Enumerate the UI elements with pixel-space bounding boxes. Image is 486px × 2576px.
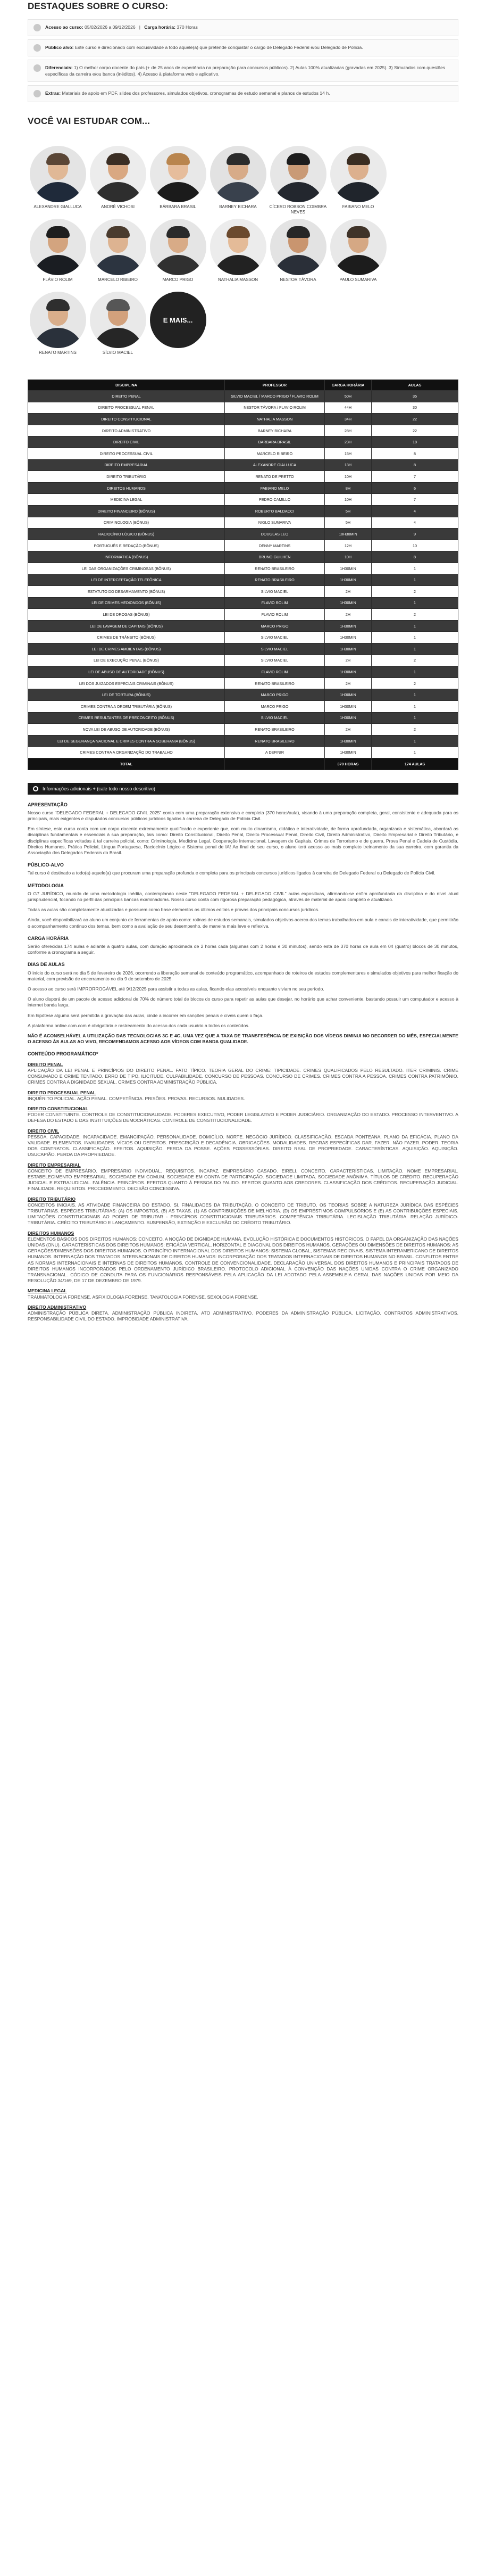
table-cell: DIREITOS HUMANOS bbox=[28, 482, 225, 494]
highlight-label: Acesso ao curso: bbox=[45, 24, 83, 30]
subject-topics: ADMINISTRAÇÃO PÚBLICA DIRETA. ADMINISTRAÇÃO PÚBLICA INDIRETA. ATO ADMINISTRATIVO. PODERES DA ADMINISTRAÇÃO PÚBLICA. LICITAÇÃO. CONTRATOS ADMINISTRATIVOS. RESPONSABILIDADE CIVIL DO ESTADO. IMPROBIDADE ADMINISTRATIVA. bbox=[28, 1310, 458, 1322]
table-row bbox=[28, 402, 458, 414]
table-cell: 1H30MIN bbox=[325, 632, 372, 643]
highlight-text: Materiais de apoio em PDF, slides dos professores, simulados objetivos, cronogramas de estudo semanal e planos de estudos 14 h. bbox=[62, 90, 330, 96]
teacher-name: NATHALIA MASSON bbox=[218, 277, 258, 282]
table-cell: 7 bbox=[372, 494, 458, 506]
calendar-icon bbox=[33, 24, 41, 31]
table-cell: 2H bbox=[325, 609, 372, 621]
teacher-card bbox=[328, 219, 388, 285]
table-cell: CRIMES CONTRA A ORGANIZAÇÃO DO TRABALHO bbox=[28, 747, 225, 758]
highlight-differentials bbox=[28, 60, 458, 82]
table-row bbox=[28, 724, 458, 736]
table-cell: LEI DE SEGURANÇA NACIONAL E CRIMES CONTRA A SOBERANIA (BÔNUS) bbox=[28, 735, 225, 747]
subject-title: DIREITOS HUMANOS bbox=[28, 1230, 74, 1236]
table-cell: 1 bbox=[372, 666, 458, 678]
teacher-name: ANDRÉ VICHOSI bbox=[100, 204, 135, 209]
additional-info-bar[interactable] bbox=[28, 783, 458, 795]
table-cell: LEI DE TORTURA (BÔNUS) bbox=[28, 689, 225, 701]
table-cell: 4 bbox=[372, 517, 458, 529]
subject-topics: ELEMENTOS BÁSICOS DOS DIREITOS HUMANOS: CONCEITO. A NOÇÃO DE DIGNIDADE HUMANA. EVOLUÇÃO HISTÓRICA E DOCUMENTOS HISTÓRICOS. O PAPEL DA ORGANIZAÇÃO DAS NAÇÕES UNIDAS (ONU). CARACTERÍSTICAS DOS DIREITOS HUMANOS: EFICÁCIA VERTICAL, HORIZONTAL E DIAGONAL DOS DIREITOS HUMANOS. GERAÇÕES OU DIMENSÕES DE DIREITOS HUMANOS: AS GERAÇÕES/DIMENSÕES DOS DIREITOS HUMANOS. O PRINCÍPIO INTERNACIONAL DOS DIREITOS HUMANOS: SISTEMA GLOBAL, SISTEMAS REGIONAIS. SISTEMA INTERAMERICANO DE DIREITOS HUMANOS. INTERNAÇÃO DOS TRATADOS INTERNACIONAIS DE DIREITOS HUMANOS: INCORPORAÇÃO DOS TRATADOS INTERNACIONAIS DE DIREITOS HUMANOS NO BRASIL. CONFLITOS ENTRE AS NORMAS INTERNACIONAIS E INTERNAS DE DIREITOS HUMANOS. CONTROLE DE CONVENCIONALIDADE. DECLARAÇÃO UNIVERSAL DOS DIREITOS HUMANOS E PRINCIPAIS TRATADOS DE DIREITOS HUMANOS INCORPORADOS PELO ORDENAMENTO JURÍDICO BRASILEIRO. PROTOCOLO ADICIONAL À CONVENÇÃO DAS NAÇÕES UNIDAS CONTRA O CRIME ORGANIZADO TRANSNACIONAL. CÓDIGO DE CONDUTA PARA OS FUNCIONÁRIOS RESPONSÁVEIS PELA APLICAÇÃO DA LEI ADOTADO PELA ASSEMBLEIA GERAL DAS NAÇÕES UNIDAS POR MEIO DA RESOLUÇÃO 34/169, DE 17 DE DEZEMBRO DE 1979. bbox=[28, 1236, 458, 1284]
avatar bbox=[30, 292, 86, 348]
table-row bbox=[28, 632, 458, 643]
table-cell: NATHALIA MASSON bbox=[225, 414, 325, 425]
table-row bbox=[28, 701, 458, 713]
subject-title: DIREITO ADMINISTRATIVO bbox=[28, 1304, 87, 1310]
table-row bbox=[28, 689, 458, 701]
table-row bbox=[28, 678, 458, 689]
teacher-card bbox=[268, 146, 328, 212]
teacher-card bbox=[208, 146, 268, 212]
table-cell: 1 bbox=[372, 620, 458, 632]
avatar bbox=[90, 146, 146, 202]
table-cell: FLAVIO ROLIM bbox=[225, 666, 325, 678]
table-cell: DIREITO PENAL bbox=[28, 391, 225, 402]
table-cell: 44H bbox=[325, 402, 372, 414]
table-cell: 10H bbox=[325, 471, 372, 483]
teacher-name: CÍCERO ROBSON COIMBRA NEVES bbox=[269, 204, 327, 214]
table-cell: 10H bbox=[325, 551, 372, 563]
section-heading: DIAS DE AULAS bbox=[28, 962, 65, 968]
subject-topics: APLICAÇÃO DA LEI PENAL E PRINCÍPIOS DO DIREITO PENAL. FATO TÍPICO. TEORIA GERAL DO CRIME: TIPICIDADE. CRIMES QUALIFICADOS PELO RESULTADO. ITER CRIMINIS. CRIME CONSUMADO E CRIME TENTADO. ERRO DE TIPO. ILICITUDE. CULPABILIDADE. CONCURSO DE PESSOAS. CONCURSO DE CRIMES. CRIMES CONTRA A PESSOA. CRIMES CONTRA PATRIMÔNIO. CRIMES CONTRA A DIGNIDADE SEXUAL. CRIMES CONTRA ADMINISTRAÇÃO PÚBLICA. bbox=[28, 1067, 458, 1085]
table-cell: 1 bbox=[372, 747, 458, 758]
table-cell: 22 bbox=[372, 425, 458, 436]
teacher-card bbox=[148, 146, 208, 212]
teacher-card bbox=[88, 292, 148, 358]
column-header: PROFESSOR bbox=[225, 380, 325, 391]
table-cell: ALEXANDRE GIALLUCA bbox=[225, 459, 325, 471]
table-cell: LEI DOS JUIZADOS ESPECIAIS CRIMINAIS (BÔNUS) bbox=[28, 678, 225, 689]
table-cell: DIREITO PROCESSUAL PENAL bbox=[28, 402, 225, 414]
table-cell: 6 bbox=[372, 482, 458, 494]
avatar bbox=[330, 219, 387, 275]
table-cell: RENATO BRASILEIRO bbox=[225, 563, 325, 574]
section-heading: METODOLOGIA bbox=[28, 882, 64, 888]
highlights-list bbox=[28, 19, 458, 102]
table-cell: MARCO PRIGO bbox=[225, 701, 325, 713]
paragraph: O acesso ao curso será IMPRORROGÁVEL até 9/12/2025 para assistir a todas as aulas, ficando elas acessíveis enquanto viviam no seu período. bbox=[28, 986, 324, 992]
table-cell: DOUGLAS LEO bbox=[225, 529, 325, 540]
table-row bbox=[28, 471, 458, 483]
paragraph: Ainda, você disponibilizará ao aluno um conjunto de ferramentas de apoio como: rotinas de estudos semanais, simulados objetivos acerca dos temas trabalhados em aula e canais de interatividade, que permitirão o acompanhamento contínuo dos temas, bem como a avaliação de seu desempenho, de maneira mais leve e reflexiva. bbox=[28, 917, 458, 929]
table-cell: MARCO PRIGO bbox=[225, 620, 325, 632]
table-row bbox=[28, 505, 458, 517]
table-cell: NESTOR TÁVORA / FLAVIO ROLIM bbox=[225, 402, 325, 414]
table-row bbox=[28, 666, 458, 678]
table-cell: NOVA LEI DE ABUSO DE AUTORIDADE (BÔNUS) bbox=[28, 724, 225, 736]
table-cell: PORTUGUÊS E REDAÇÃO (BÔNUS) bbox=[28, 540, 225, 551]
avatar bbox=[210, 146, 266, 202]
highlight-audience bbox=[28, 39, 458, 56]
star-icon bbox=[33, 64, 41, 72]
teacher-card bbox=[28, 219, 88, 285]
table-row bbox=[28, 586, 458, 598]
table-cell: LEI DE CRIMES HEDIONDOS (BÔNUS) bbox=[28, 597, 225, 609]
subject-title: DIREITO TRIBUTÁRIO bbox=[28, 1196, 76, 1202]
table-cell: 2 bbox=[372, 655, 458, 666]
course-description bbox=[28, 802, 458, 1323]
teacher-name: FABIANO MELO bbox=[342, 204, 374, 209]
subject-title: DIREITO PENAL bbox=[28, 1061, 63, 1067]
table-cell: LEI DE CRIMES AMBIENTAIS (BÔNUS) bbox=[28, 643, 225, 655]
table-cell: FLAVIO ROLIM bbox=[225, 609, 325, 621]
teacher-card bbox=[88, 219, 148, 285]
page-title: DESTAQUES SOBRE O CURSO: bbox=[28, 1, 169, 11]
teacher-name: NESTOR TÁVORA bbox=[280, 277, 316, 282]
table-cell: DIREITO ADMINISTRATIVO bbox=[28, 425, 225, 436]
avatar bbox=[90, 292, 146, 348]
avatar bbox=[150, 219, 206, 275]
table-cell: 1H30MIN bbox=[325, 735, 372, 747]
table-cell: INFORMÁTICA (BÔNUS) bbox=[28, 551, 225, 563]
paragraph: O G7 JURÍDICO, munido de uma metodologia inédita, contemplando neste "DELEGADO FEDERAL + DELEGADO CIVIL" aulas expositivas, afirmando-se enfim aprofundada da disciplina e do nível atual jurisprudencial, focando no perfil das principais bancas examinadoras. Nosso curso conta com rigorosa preparação pedagógica, através de material de apoio completo e atualizado. bbox=[28, 890, 458, 903]
table-row bbox=[28, 574, 458, 586]
paragraph: O início do curso será no dia 5 de fevereiro de 2026, ocorrendo a liberação semanal de conteúdo programático, acompanhado de roteiros de estudos complementares e simulados objetivos para melhor fixação do material, com previsão de encerramento no dia 9 de setembro de 2025. bbox=[28, 970, 458, 981]
table-cell: FABIANO MELO bbox=[225, 482, 325, 494]
avatar bbox=[270, 146, 326, 202]
table-cell: 2H bbox=[325, 655, 372, 666]
table-cell: LEI DE LAVAGEM DE CAPITAIS (BÔNUS) bbox=[28, 620, 225, 632]
table-cell: 1H30MIN bbox=[325, 701, 372, 713]
paragraph: Em hipótese alguma será permitida a gravação das aulas, cinde a incorrer em sanções penais e cíveis quem o faça. bbox=[28, 1012, 264, 1018]
table-cell: 1H30MIN bbox=[325, 643, 372, 655]
subject-topics: PESSOA. CAPACIDADE. INCAPACIDADE. EMANCIPAÇÃO. PERSONALIDADE. DOMICÍLIO. NORTE. NEGÓCIO JURÍDICO. CLASSIFICAÇÃO. ESCADA PONTEANA. PLANO DA EFICÁCIA. PLANO DA VALIDADE. ELEMENTOS. INVALIDADES. VÍCIOS OU DEFEITOS. PRESCRIÇÃO E DECADÊNCIA. OBRIGAÇÕES. MODALIDADES. REGRAS ESPECÍFICAS DAR. FAZER. NÃO FAZER. PODER. TEORIA DOS CONTRATOS. CLASSIFICAÇÃO. EFEITOS. AQUISIÇÃO. PERDA DA POSSE. AÇÕES POSSESSÓRIAS. DIREITO REAL DE PROPRIEDADE. CARACTERÍSTICAS. AQUISIÇÃO. AQUISIÇÃO. USUCAPIÃO. PERDA DA PROPRIEDADE. bbox=[28, 1134, 458, 1158]
table-cell: 8 bbox=[372, 551, 458, 563]
subject-topics: INQUÉRITO POLICIAL. AÇÃO PENAL. COMPETÊNCIA. PRISÕES. PROVAS. RECURSOS. NULIDADES. bbox=[28, 1095, 245, 1101]
table-cell: 18 bbox=[372, 436, 458, 448]
table-cell: ESTATUTO DO DESARMAMENTO (BÔNUS) bbox=[28, 586, 225, 598]
highlight-text: 05/02/2026 a 09/12/2026 bbox=[85, 24, 136, 30]
table-cell: 2 bbox=[372, 678, 458, 689]
table-cell: 1H30MIN bbox=[325, 597, 372, 609]
table-row bbox=[28, 735, 458, 747]
table-row bbox=[28, 655, 458, 666]
grid-spacer bbox=[388, 219, 448, 285]
table-cell: BARNEY BICHARA bbox=[225, 425, 325, 436]
table-cell: 1H30MIN bbox=[325, 689, 372, 701]
paragraph: A plataforma online.com.com é obrigatória e rastreamento do acesso dos cada usuário a todos os conteúdos. bbox=[28, 1022, 250, 1028]
table-cell: SILVIO MACIEL bbox=[225, 712, 325, 724]
avatar bbox=[210, 219, 266, 275]
table-cell: SILVIO MACIEL bbox=[225, 643, 325, 655]
table-cell: 1H30MIN bbox=[325, 747, 372, 758]
table-cell: 1 bbox=[372, 701, 458, 713]
highlight-text: 1) O melhor corpo docente do país (+ de 25 anos de experiência na preparação para concursos públicos). 2) Aulas 100% atualizadas (gravadas em 2025). 3) Simulados com questões específicas da carreira e/ou banca (inéditos). 4) Acesso à plataforma web e aplicativo. bbox=[45, 65, 446, 77]
paragraph: Em síntese, este curso conta com um corpo docente extremamente qualificado e experiente que, com muito dinamismo, didática e interatividade, de forma aprofundada, organizada e sistemática, abordará as disciplinas fundamentais e essenciais à sua preparação, tais como: Direito Constitucional, Direito Penal, Direito Processual Penal, Direito Civil, Direito Administrativo, Direito Empresarial e Direito Tributário, e disciplinas específicas voltadas à tal carreira policial, como: Criminologia, Medicina Legal, Cooperação Internacional, Lavagem de Capitais, Crimes de Terrorismo e de guerra, Prova Penal e Cadeia de Custódia, Direitos Humanos, Prática Policial, Língua Portuguesa, Raciocínio Lógico e Sistema penal de IA! Ao final do seu curso, o aluno terá acesso ao mais completo treinamento da sua carreira, com garantia da Associação dos Delegados Federais do Brasil. bbox=[28, 826, 458, 856]
highlight-access: Acesso ao curso: 05/02/2026 a 09/12/2026 | Carga horária: 370 Horas bbox=[28, 19, 458, 36]
table-cell: DIREITO CIVIL bbox=[28, 436, 225, 448]
paragraph: O aluno disporá de um pacote de acesso adicional de 70% do número total de blocos do curso para repetir as aulas que desejar, no horário que achar conveniente, bastando possuir um computador e acesso à internet banda larga. bbox=[28, 996, 458, 1008]
disciplines-table-wrap bbox=[28, 379, 458, 770]
table-cell: CRIMES DE TRÂNSITO (BÔNUS) bbox=[28, 632, 225, 643]
table-cell: LEI DE INTERCEPTAÇÃO TELEFÔNICA bbox=[28, 574, 225, 586]
table-cell: SILVIO MACIEL bbox=[225, 655, 325, 666]
table-cell: BARBARA BRASIL bbox=[225, 436, 325, 448]
table-cell: 9 bbox=[372, 529, 458, 540]
table-row bbox=[28, 712, 458, 724]
table-cell: 5H bbox=[325, 517, 372, 529]
subject-topics: CONCEITO DE EMPRESÁRIO. EMPRESÁRIO INDIVIDUAL. REQUISITOS. INCAPAZ. EMPRESÁRIO CASADO. EIRELI. CONCEITO. CARACTERÍSTICAS. LIMITAÇÃO. NOME EMPRESARIAL. ESTABELECIMENTO EMPRESARIAL. SOCIEDADE EM COMUM. SOCIEDADE EM CONTA DE PARTICIPAÇÃO. SOCIEDADE LIMITADA. SOCIEDADE ANÔNIMA. TÍTULOS DE CRÉDITO. RECUPERAÇÃO JUDICIAL E EXTRAJUDICIAL. FALÊNCIA. PRINCÍPIOS. EFEITOS QUANTO À PESSOA DO FALIDO. EFEITOS QUANTO AOS CREDORES. CLASSIFICAÇÃO DOS CRÉDITOS. RECUPERAÇÃO JUDICIAL. FINALIDADE. REQUISITOS. PROCEDIMENTO. DECISÃO CONCESSIVA. bbox=[28, 1168, 458, 1192]
table-cell: 34H bbox=[325, 414, 372, 425]
table-cell: RENATO BRASILEIRO bbox=[225, 724, 325, 736]
table-row bbox=[28, 643, 458, 655]
section-heading: APRESENTAÇÃO bbox=[28, 802, 68, 807]
subject-topics: PODER CONSTITUINTE. CONTROLE DE CONSTITUCIONALIDADE. PODERES EXECUTIVO, PODER LEGISLATIVO E PODER JUDICIÁRIO. ORGANIZAÇÃO DO ESTADO. PROCESSO INTERVENTIVO. A DEFESA DO ESTADO E DAS INSTITUIÇÕES DEMOCRÁTICAS. CONTROLE DE CONSTITUCIONALIDADE. bbox=[28, 1112, 458, 1124]
table-cell: 1 bbox=[372, 563, 458, 574]
table-cell: LEI DE ABUSO DE AUTORIDADE (BÔNUS) bbox=[28, 666, 225, 678]
table-row bbox=[28, 517, 458, 529]
subject-title: DIREITO CIVIL bbox=[28, 1128, 60, 1134]
table-cell: 2 bbox=[372, 724, 458, 736]
table-cell: A DEFINIR bbox=[225, 747, 325, 758]
column-header: AULAS bbox=[372, 380, 458, 391]
table-cell: 1H30MIN bbox=[325, 620, 372, 632]
highlight-label: Carga horária: bbox=[144, 24, 175, 30]
table-cell: 10H30MIN bbox=[325, 529, 372, 540]
table-cell: 35 bbox=[372, 391, 458, 402]
table-cell: LEI DE EXECUÇÃO PENAL (BÔNUS) bbox=[28, 655, 225, 666]
teacher-grid bbox=[28, 146, 458, 358]
paragraph: Tal curso é destinado a todo(a) aquele(a) que procuram uma preparação profunda e completa para os principais concursos jurídicos ligados à carreira de Delegado Federal ou Delegado de Polícia Civil. bbox=[28, 870, 435, 876]
table-cell: 1 bbox=[372, 632, 458, 643]
subject-title: DIREITO CONSTITUCIONAL bbox=[28, 1105, 88, 1111]
avatar bbox=[150, 146, 206, 202]
table-cell: MARCELO RIBEIRO bbox=[225, 448, 325, 459]
table-cell: 2H bbox=[325, 586, 372, 598]
table-row bbox=[28, 425, 458, 436]
teacher-card bbox=[268, 219, 328, 285]
table-cell: 1H30MIN bbox=[325, 666, 372, 678]
table-cell: 8 bbox=[372, 459, 458, 471]
info-icon bbox=[33, 786, 38, 791]
table-cell: LEI DAS ORGANIZAÇÕES CRIMINOSAS (BÔNUS) bbox=[28, 563, 225, 574]
table-cell: 15H bbox=[325, 448, 372, 459]
table-cell: CRIMINOLOGIA (BÔNUS) bbox=[28, 517, 225, 529]
table-cell: 1 bbox=[372, 574, 458, 586]
disciplines-table bbox=[28, 379, 458, 770]
table-cell: 1 bbox=[372, 712, 458, 724]
table-cell: SILVIO MACIEL bbox=[225, 586, 325, 598]
table-total-cell: TOTAL bbox=[28, 758, 225, 770]
warning-paragraph: NÃO É ACONSELHÁVEL A UTILIZAÇÃO DAS TECNOLOGIAS 3G E 4G, UMA VEZ QUE A TAXA DE TRANSFERÊNCIA DE EXIBIÇÃO DOS VÍDEOS DIMINUI NO DECORRER DO MÊS, ESPECIALMENTE O ACESSO ÀS AULAS AO VIVO, RECOMENDAMOS ACESSO AOS VÍDEOS COM BANDA QUALIDADE. bbox=[28, 1033, 458, 1045]
table-row bbox=[28, 436, 458, 448]
table-cell: PEDRO CAMILLO bbox=[225, 494, 325, 506]
table-cell: CRIMES CONTRA A ORDEM TRIBUTÁRIA (BÔNUS) bbox=[28, 701, 225, 713]
teacher-name: MARCELO RIBEIRO bbox=[98, 277, 138, 282]
table-row bbox=[28, 563, 458, 574]
table-row bbox=[28, 597, 458, 609]
table-cell: 8H bbox=[325, 482, 372, 494]
teacher-name: FLÁVIO ROLIM bbox=[43, 277, 73, 282]
section-heading: CARGA HORÁRIA bbox=[28, 935, 69, 941]
table-row bbox=[28, 414, 458, 425]
table-cell: 23H bbox=[325, 436, 372, 448]
table-cell: MEDICINA LEGAL bbox=[28, 494, 225, 506]
table-row bbox=[28, 609, 458, 621]
table-cell: NIGLO SUMARIVA bbox=[225, 517, 325, 529]
table-cell: MARCO PRIGO bbox=[225, 689, 325, 701]
table-row bbox=[28, 747, 458, 758]
table-cell: 13H bbox=[325, 459, 372, 471]
highlight-label: Diferenciais: bbox=[45, 65, 73, 70]
teacher-card bbox=[148, 219, 208, 285]
teacher-name: BARNEY BICHARA bbox=[219, 204, 257, 209]
paragraph: Nosso curso "DELEGADO FEDERAL + DELEGADO CIVIL 2025" conta com uma preparação extensiva e completa (370 horas/aula), visando à uma preparação completa, geral, consistente e adequada para os principais, mais exigentes e disputados concursos públicos jurídicos ligados à carreira de Delegado de Polícia Civil. bbox=[28, 810, 458, 821]
subject-topics: TRAUMATOLOGIA FORENSE. ASFIXIOLOGIA FORENSE. TANATOLOGIA FORENSE. SEXOLOGIA FORENSE. bbox=[28, 1294, 258, 1300]
highlight-extras bbox=[28, 85, 458, 102]
table-cell: DIREITO CONSTITUCIONAL bbox=[28, 414, 225, 425]
paragraph: Serão oferecidas 174 aulas e adiante a quatro aulas, com duração aproximada de 2 horas cada (algumas com 2 horas e 30 minutos), sendo esta de 370 horas de aula em 04 (quatro) blocos de 30 minutos, conforme a cronograma a seguir. bbox=[28, 944, 458, 955]
avatar bbox=[30, 219, 86, 275]
section-heading: CONTEÚDO PROGRAMÁTICO* bbox=[28, 1051, 98, 1057]
table-cell: DIREITO EMPRESARIAL bbox=[28, 459, 225, 471]
table-total-cell: 370 HORAS bbox=[325, 758, 372, 770]
grid-spacer bbox=[388, 146, 448, 212]
avatar bbox=[90, 219, 146, 275]
highlight-label: Extras: bbox=[45, 90, 61, 96]
table-cell: 22 bbox=[372, 414, 458, 425]
table-cell: RENATO DE PRETTO bbox=[225, 471, 325, 483]
teacher-name: SÍLVIO MACIEL bbox=[102, 350, 133, 355]
table-cell: DIREITO FINANCEIRO (BÔNUS) bbox=[28, 505, 225, 517]
teacher-name: PAULO SUMARIVA bbox=[339, 277, 377, 282]
table-cell: 28H bbox=[325, 425, 372, 436]
more-teachers-button[interactable]: E MAIS... bbox=[150, 292, 206, 348]
table-cell: 1 bbox=[372, 735, 458, 747]
table-row bbox=[28, 620, 458, 632]
table-cell: RENATO BRASILEIRO bbox=[225, 574, 325, 586]
highlight-text: Este curso é direcionado com exclusividade a todo aquele(a) que pretende conquistar o cargo de Delegado Federal e/ou Delegado de Polícia. bbox=[74, 45, 363, 50]
document-icon bbox=[33, 90, 41, 97]
table-cell: CRIMES RESULTANTES DE PRECONCEITO (BÔNUS) bbox=[28, 712, 225, 724]
table-cell: SILVIO MACIEL bbox=[225, 632, 325, 643]
table-cell: 10H bbox=[325, 494, 372, 506]
highlight-text: 370 Horas bbox=[177, 24, 198, 30]
table-cell: 50H bbox=[325, 391, 372, 402]
table-row bbox=[28, 391, 458, 402]
teacher-card bbox=[208, 219, 268, 285]
table-cell: 2 bbox=[372, 609, 458, 621]
table-cell: 1 bbox=[372, 689, 458, 701]
subject-title: DIREITO PROCESSUAL PENAL bbox=[28, 1089, 96, 1095]
table-cell: DIREITO TRIBUTÁRIO bbox=[28, 471, 225, 483]
table-cell: DENNY MARTINS bbox=[225, 540, 325, 551]
additional-info-label: Informações adicionais + (cale todo nosso descritivo) bbox=[43, 786, 155, 791]
table-cell: 2H bbox=[325, 724, 372, 736]
table-cell: RACIOCÍNIO LÓGICO (BÔNUS) bbox=[28, 529, 225, 540]
table-cell: 8 bbox=[372, 448, 458, 459]
section-heading: PÚBLICO-ALVO bbox=[28, 862, 64, 868]
subject-title: DIREITO EMPRESARIAL bbox=[28, 1162, 81, 1168]
table-cell: 1H30MIN bbox=[325, 563, 372, 574]
teacher-card bbox=[328, 146, 388, 212]
table-cell: 7 bbox=[372, 471, 458, 483]
teacher-card bbox=[28, 146, 88, 212]
table-cell: RENATO BRASILEIRO bbox=[225, 678, 325, 689]
table-total-row bbox=[28, 758, 458, 770]
table-cell: 12H bbox=[325, 540, 372, 551]
teachers-title: VOCÊ VAI ESTUDAR COM... bbox=[28, 116, 150, 126]
subject-title: MEDICINA LEGAL bbox=[28, 1288, 67, 1294]
table-total-cell: 174 AULAS bbox=[372, 758, 458, 770]
avatar bbox=[330, 146, 387, 202]
avatar bbox=[30, 146, 86, 202]
table-cell: LEI DE DROGAS (BÔNUS) bbox=[28, 609, 225, 621]
table-cell: DIREITO PROCESSUAL CIVIL bbox=[28, 448, 225, 459]
table-cell: 5H bbox=[325, 505, 372, 517]
table-cell: SILVIO MACIEL / MARCO PRIGO / FLAVIO ROLIM bbox=[225, 391, 325, 402]
table-cell: 1H30MIN bbox=[325, 574, 372, 586]
table-cell: 1 bbox=[372, 597, 458, 609]
table-row bbox=[28, 551, 458, 563]
table-cell: 30 bbox=[372, 402, 458, 414]
table-row bbox=[28, 459, 458, 471]
table-row bbox=[28, 482, 458, 494]
table-cell: BRUNO GUILHEN bbox=[225, 551, 325, 563]
table-cell: 2 bbox=[372, 586, 458, 598]
column-header: CARGA HORÁRIA bbox=[325, 380, 372, 391]
highlight-label: Público alvo: bbox=[45, 45, 74, 50]
table-row bbox=[28, 540, 458, 551]
teacher-card bbox=[88, 146, 148, 212]
table-cell: RENATO BRASILEIRO bbox=[225, 735, 325, 747]
teacher-card bbox=[28, 292, 88, 358]
table-cell: 1H30MIN bbox=[325, 712, 372, 724]
table-header-row bbox=[28, 380, 458, 391]
paragraph: Todas as aulas são completamente atualizadas e possuem como base elementos os últimos editais e provas dos principais concursos jurídicos. bbox=[28, 907, 320, 913]
teacher-name: BÁRBARA BRASIL bbox=[160, 204, 196, 209]
table-row bbox=[28, 529, 458, 540]
avatar bbox=[270, 219, 326, 275]
table-cell: 4 bbox=[372, 505, 458, 517]
more-teachers bbox=[148, 292, 208, 358]
table-cell: 1 bbox=[372, 643, 458, 655]
table-cell: FLAVIO ROLIM bbox=[225, 597, 325, 609]
audience-icon bbox=[33, 44, 41, 52]
table-row bbox=[28, 494, 458, 506]
table-cell: 2H bbox=[325, 678, 372, 689]
table-cell: ROBERTO BALDACCI bbox=[225, 505, 325, 517]
table-total-cell bbox=[225, 758, 325, 770]
table-cell: 10 bbox=[372, 540, 458, 551]
teacher-name: RENATO MARTINS bbox=[39, 350, 77, 355]
teacher-name: MARCO PRIGO bbox=[162, 277, 194, 282]
teacher-name: ALEXANDRE GIALLUCA bbox=[33, 204, 82, 209]
column-header: DISCIPLINA bbox=[28, 380, 225, 391]
table-row bbox=[28, 448, 458, 459]
subject-topics: CONCEITOS INICIAIS. AS ATIVIDADE FINANCEIRA DO ESTADO. SI. FINALIDADES DA TRIBUTAÇÃO. O CONCEITO DE TRIBUTO. OS TEORIAS SOBRE A NATUREZA JURÍDICA DAS ESPÉCIES TRIBUTÁRIAS. ESPÉCIES TRIBUTÁRIAS: (A) OS IMPOSTOS, (B) AS TAXAS. (1) AS CONTRIBUIÇÕES DE MELHORIA. (D) OS EMPRÉSTIMOS COMPULSÓRIOS E (E) AS CONTRIBUIÇÕES ESPECIAIS. LIMITAÇÕES CONSTITUCIONAIS AO PODER DE TRIBUTAR - PRINCÍPIOS CONSTITUCIONAIS TRIBUTÁRIOS. COMPETÊNCIA TRIBUTÁRIA. LEGISLAÇÃO TRIBUTÁRIA. RELAÇÃO JURÍDICO-TRIBUTÁRIA. CRÉDITO TRIBUTÁRIO E LANÇAMENTO. SUSPENSÃO, EXTINÇÃO E EXCLUSÃO DO CRÉDITO TRIBUTÁRIO. bbox=[28, 1202, 458, 1226]
